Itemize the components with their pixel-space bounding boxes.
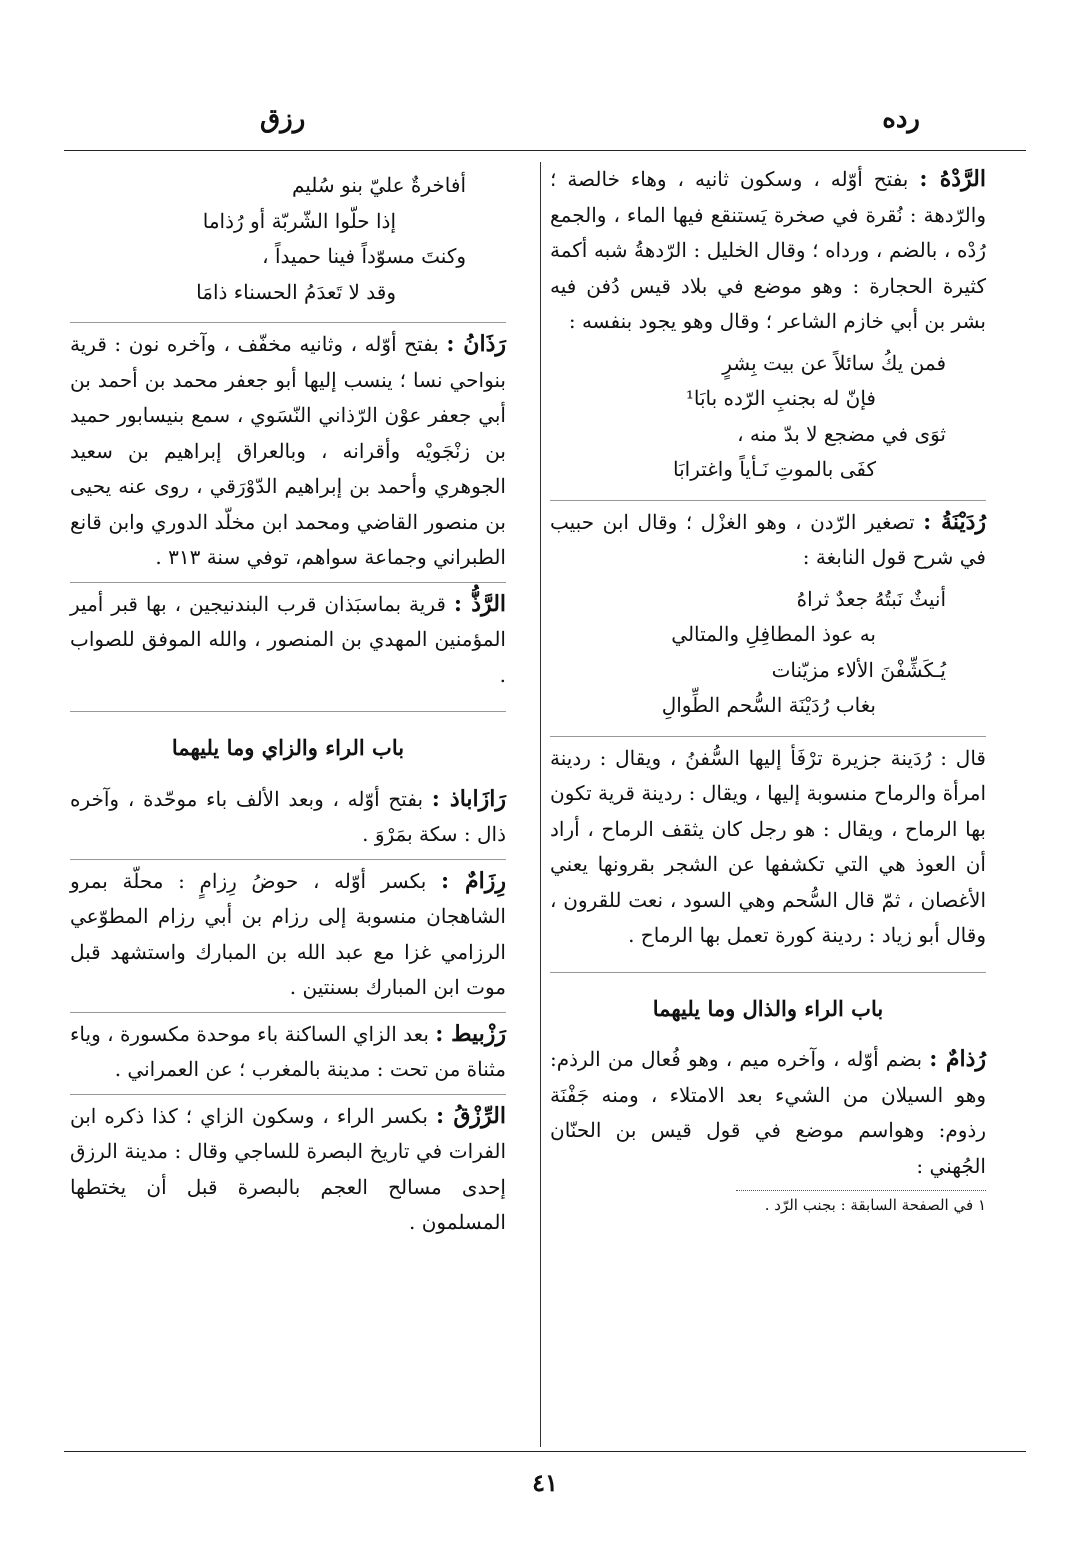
section-heading: باب الراء والزاي وما يليهما bbox=[70, 711, 506, 766]
verse-line: أنيثٌ نَبتُهُ جعدٌ ثراهُ bbox=[796, 586, 946, 611]
verse-line: فإنّ له بجنبِ الرّده بابَا¹ bbox=[685, 386, 876, 410]
entry-text: بكسر الراء ، وسكون الزاي ؛ كذا ذكره ابن الفرات في تاريخ البصرة للساجي وقال : مدينة الرزق إحدى مسالح العجم بالبصرة قبل أن يختطها المسلمون . bbox=[70, 1103, 506, 1234]
right-column bbox=[550, 162, 986, 1217]
entry-rudayna bbox=[550, 500, 986, 576]
verse-block bbox=[550, 582, 986, 724]
entry-alradhdh bbox=[70, 582, 506, 694]
verse-line: إذا حلّوا الشّربّة أو رُذاما bbox=[202, 208, 396, 233]
verse-line: يُـكَشِّفْنَ الألاء مزيّنات bbox=[771, 657, 946, 682]
headword: رِزَامٌ : bbox=[440, 867, 507, 894]
entry-alrizq bbox=[70, 1094, 506, 1241]
entry-text: تصغير الرّدن ، وهو الغزْل ؛ وقال ابن حبيب في شرح قول النابغة : bbox=[550, 509, 986, 569]
verse-line: به عوذ المطافِلِ والمتالي bbox=[671, 622, 876, 646]
page-number: ٤١ bbox=[532, 1468, 558, 1497]
entry-text: بعد الزاي الساكنة باء موحدة مكسورة ، وياء مثناة من تحت : مدينة بالمغرب ؛ عن العمراني . bbox=[70, 1021, 506, 1081]
entry-rudham bbox=[550, 1042, 986, 1184]
entry-text: قرية بماسبَذان قرب البندنيجين ، بها قبر أمير المؤمنين المهدي بن المنصور ، والله الموفق للصواب . bbox=[70, 591, 506, 687]
left-column bbox=[70, 162, 506, 1247]
running-head-left: رزق bbox=[260, 104, 306, 134]
entry-text: بفتح أوّله ، وسكون ثانيه ، وهاء خالصة ؛ والرّدهة : نُقرة في صخرة يَستنقع فيها الماء ، والجمع رُدْه ، بالضم ، ورداه ؛ وقال الخليل : الرّدهةُ شبه أكمة كثيرة الحجارة : وهو موضع في بلاد قيس دُفن فيه بشر بن أبي خازم الشاعر ؛ وقال وهو يجود بنفسه : bbox=[550, 167, 986, 333]
running-head-right: رده bbox=[882, 104, 920, 134]
verse-line: وقد لا تَعدَمُ الحسناء ذامَا bbox=[196, 279, 396, 304]
entry-text-continued: قال : رُدَينة جزيرة ترْفَأ إليها السُّفنُ ، ويقال : ردينة امرأة والرماح منسوبة إليها ، ويقال : ردينة قرية تكون بها الرماح ، ويقال : هو رجل كان يثقف الرماح ، أراد أن العوذ هي التي تكشفها عن الشجر بقرونها يعني الأغصان ، ثمّ قال السُّحم وهي السود ، نعت للقرون ، وقال أبو زياد : ردينة كورة تعمل بها الرماح . bbox=[550, 736, 986, 954]
headword: رَذَانُ : bbox=[446, 331, 506, 357]
entry-alradh bbox=[550, 162, 986, 340]
headword: الرَّدْهُ : bbox=[919, 166, 987, 192]
entry-razabadh bbox=[70, 782, 506, 853]
verse-line: بغاب رُدَيْنَة السُّحم الطِّوالِ bbox=[661, 693, 876, 717]
top-rule bbox=[64, 150, 1026, 151]
headword: رَزْبيط : bbox=[435, 1020, 506, 1047]
footnote: ١ في الصفحة السابقة : بجنب الرّد . bbox=[764, 1196, 986, 1214]
footnote-rule bbox=[736, 1190, 986, 1191]
entry-text: بكسر أوّله ، حوضُ رِزامٍ : محلّة بمرو الشاهجان منسوبة إلى رزام بن أبي رزام المطوّعي الرزامي غزا مع عبد الله بن المبارك واستشهد قبل موت ابن المبارك بسنتين . bbox=[70, 868, 506, 999]
headword: رُدَيْنَةُ : bbox=[923, 508, 986, 535]
entry-text: بفتح أوّله ، وثانيه مخفّف ، وآخره نون : قرية بنواحي نسا ؛ ينسب إليها أبو جعفر محمد بن أحمد بن أبي جعفر عوْن الرّذاني النّسَوي ، سمع بنيسابور حميد بن زنْجَويْه وأقرانه ، وبالعراق إبراهيم بن سعيد الجوهري وأحمد بن إبراهيم الدّوْرَقي ، روى عنه يحيى بن منصور القاضي ومحمد ابن مخلّد الدوري وابن قانع الطبراني وجماعة سواهم، توفي سنة ٣١٣ . bbox=[70, 332, 506, 569]
entry-razbit bbox=[70, 1012, 506, 1088]
section-heading: باب الراء والذال وما يليهما bbox=[550, 972, 986, 1027]
bottom-rule bbox=[64, 1451, 1026, 1452]
headword: الرَّذُّ : bbox=[453, 590, 507, 617]
entry-text: بضم أوّله ، وآخره ميم ، وهو فُعال من الرذم: وهو السيلان من الشيء بعد الامتلاء ، ومنه جَفْنَة رذوم: وهواسم موضع في قول قيس بن الحنّان الجُهني : bbox=[550, 1047, 986, 1178]
verse-line: أفاخرةٌ عليّ بنو سُليم bbox=[291, 173, 466, 197]
headword: رُذامٌ : bbox=[929, 1046, 986, 1072]
entry-rizam bbox=[70, 859, 506, 1006]
verse-block bbox=[550, 346, 986, 488]
verse-line: فمن يكُ سائلاً عن بيت بِشرٍ bbox=[722, 350, 946, 375]
column-divider bbox=[540, 162, 541, 1447]
verse-line: وكنتَ مسوّداً فينا حميداً ، bbox=[262, 244, 466, 268]
headword: الرِّزْقُ : bbox=[435, 1102, 506, 1129]
verse-line: كفَى بالموتِ نَـأياً واغترابَا bbox=[673, 457, 876, 481]
entry-radhan bbox=[70, 322, 506, 576]
verse-line: ثوَى في مضجع لا بدّ منه ، bbox=[737, 421, 946, 446]
headword: رَازَاباذ : bbox=[431, 785, 506, 812]
entry-text: بفتح أوّله ، وبعد الألف باء موحّدة ، وآخره ذال : سكة بمَرْوَ . bbox=[70, 786, 506, 846]
verse-block bbox=[70, 168, 506, 310]
